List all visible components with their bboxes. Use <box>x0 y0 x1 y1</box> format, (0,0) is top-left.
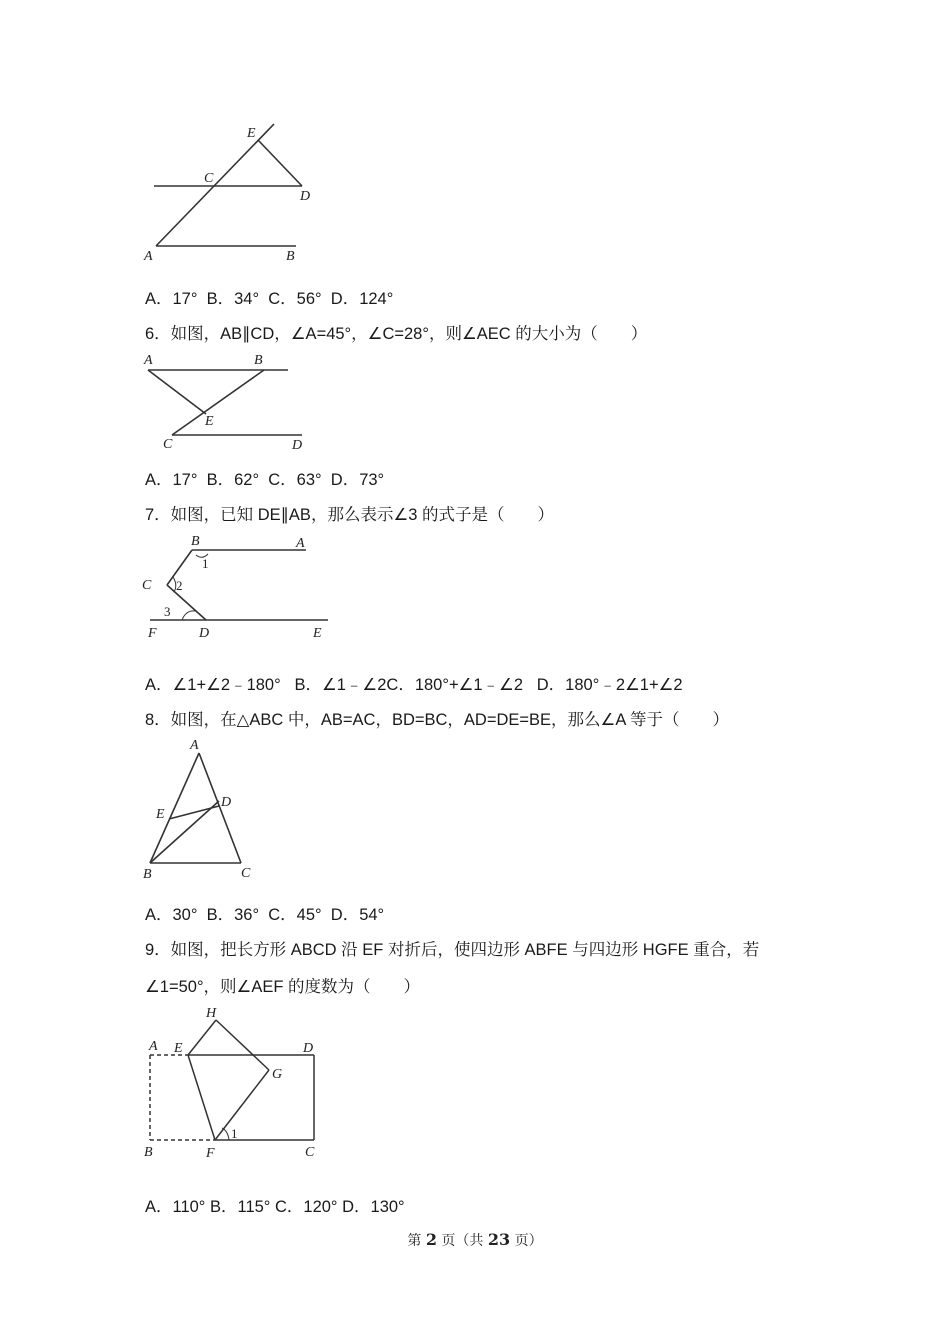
q8-label-c: C <box>241 866 251 881</box>
q7-label-f: F <box>148 626 157 641</box>
q8-label-a: A <box>190 738 199 753</box>
q9-label-1: 1 <box>231 1126 238 1141</box>
q6-label-e: E <box>205 414 214 429</box>
q7-stem: 7．如图，已知 DE∥AB，那么表示∠3 的式子是（ ） <box>145 506 554 524</box>
q7-label-a: A <box>296 536 305 551</box>
q7-label-e: E <box>313 626 322 641</box>
q7-label-2: 2 <box>176 578 183 593</box>
q5-label-a: A <box>144 249 153 264</box>
q6-label-a: A <box>144 353 153 368</box>
footer-page-number: 2 <box>425 1230 437 1249</box>
q6-label-b: B <box>254 353 263 368</box>
q5-label-b: B <box>286 249 295 264</box>
footer-mid: 页（共 <box>436 1233 488 1249</box>
q8-label-e: E <box>156 807 165 822</box>
q5-figure <box>140 120 330 270</box>
q9-figure <box>140 1000 325 1165</box>
footer-suffix: 页） <box>510 1233 543 1249</box>
q9-label-b: B <box>144 1145 153 1160</box>
q5-label-d: D <box>300 189 311 204</box>
q9-label-c: C <box>305 1145 315 1160</box>
q9-label-f: F <box>206 1146 215 1161</box>
q9-stem-line2: ∠1=50°，则∠AEF 的度数为（ ） <box>145 978 421 996</box>
q5-options: A．17° B．34° C．56° D．124° <box>145 290 394 308</box>
q9-label-a: A <box>149 1039 158 1054</box>
q6-label-d: D <box>292 438 303 453</box>
q8-label-b: B <box>143 867 152 882</box>
q8-label-d: D <box>221 795 232 810</box>
q8-options: A．30° B．36° C．45° D．54° <box>145 906 385 924</box>
q5-label-e: E <box>247 126 256 141</box>
q7-label-c: C <box>142 578 152 593</box>
q8-figure <box>140 736 265 886</box>
q7-label-d: D <box>199 626 210 641</box>
q6-stem: 6．如图，AB∥CD，∠A=45°，∠C=28°，则∠AEC 的大小为（ ） <box>145 325 648 343</box>
q9-stem-line1: 9．如图，把长方形 ABCD 沿 EF 对折后，使四边形 ABFE 与四边形 HGFE 重合，若 <box>145 941 760 959</box>
q8-stem: 8．如图，在△ABC 中，AB=AC，BD=BC，AD=DE=BE，那么∠A 等于（ ） <box>145 711 730 729</box>
q9-label-g: G <box>272 1067 283 1082</box>
footer-prefix: 第 <box>407 1233 426 1249</box>
q7-label-1: 1 <box>202 556 209 571</box>
q7-label-3: 3 <box>164 604 171 619</box>
q7-label-b: B <box>191 534 200 549</box>
page-footer <box>0 1230 950 1250</box>
q7-figure <box>140 530 335 645</box>
q7-options: A．∠1+∠2﹣180° B．∠1﹣∠2C．180°+∠1﹣∠2 D．180°﹣2∠1+∠2 <box>145 676 683 694</box>
q9-label-e: E <box>174 1041 183 1056</box>
q9-label-d: D <box>303 1041 314 1056</box>
q9-label-h: H <box>206 1006 217 1021</box>
q6-options: A．17° B．62° C．63° D．73° <box>145 471 385 489</box>
q9-options: A．110° B．115° C．120° D．130° <box>145 1198 405 1216</box>
q5-label-c: C <box>204 171 214 186</box>
q6-figure <box>140 350 310 455</box>
q6-label-c: C <box>163 437 173 452</box>
footer-total-pages: 23 <box>487 1230 511 1249</box>
